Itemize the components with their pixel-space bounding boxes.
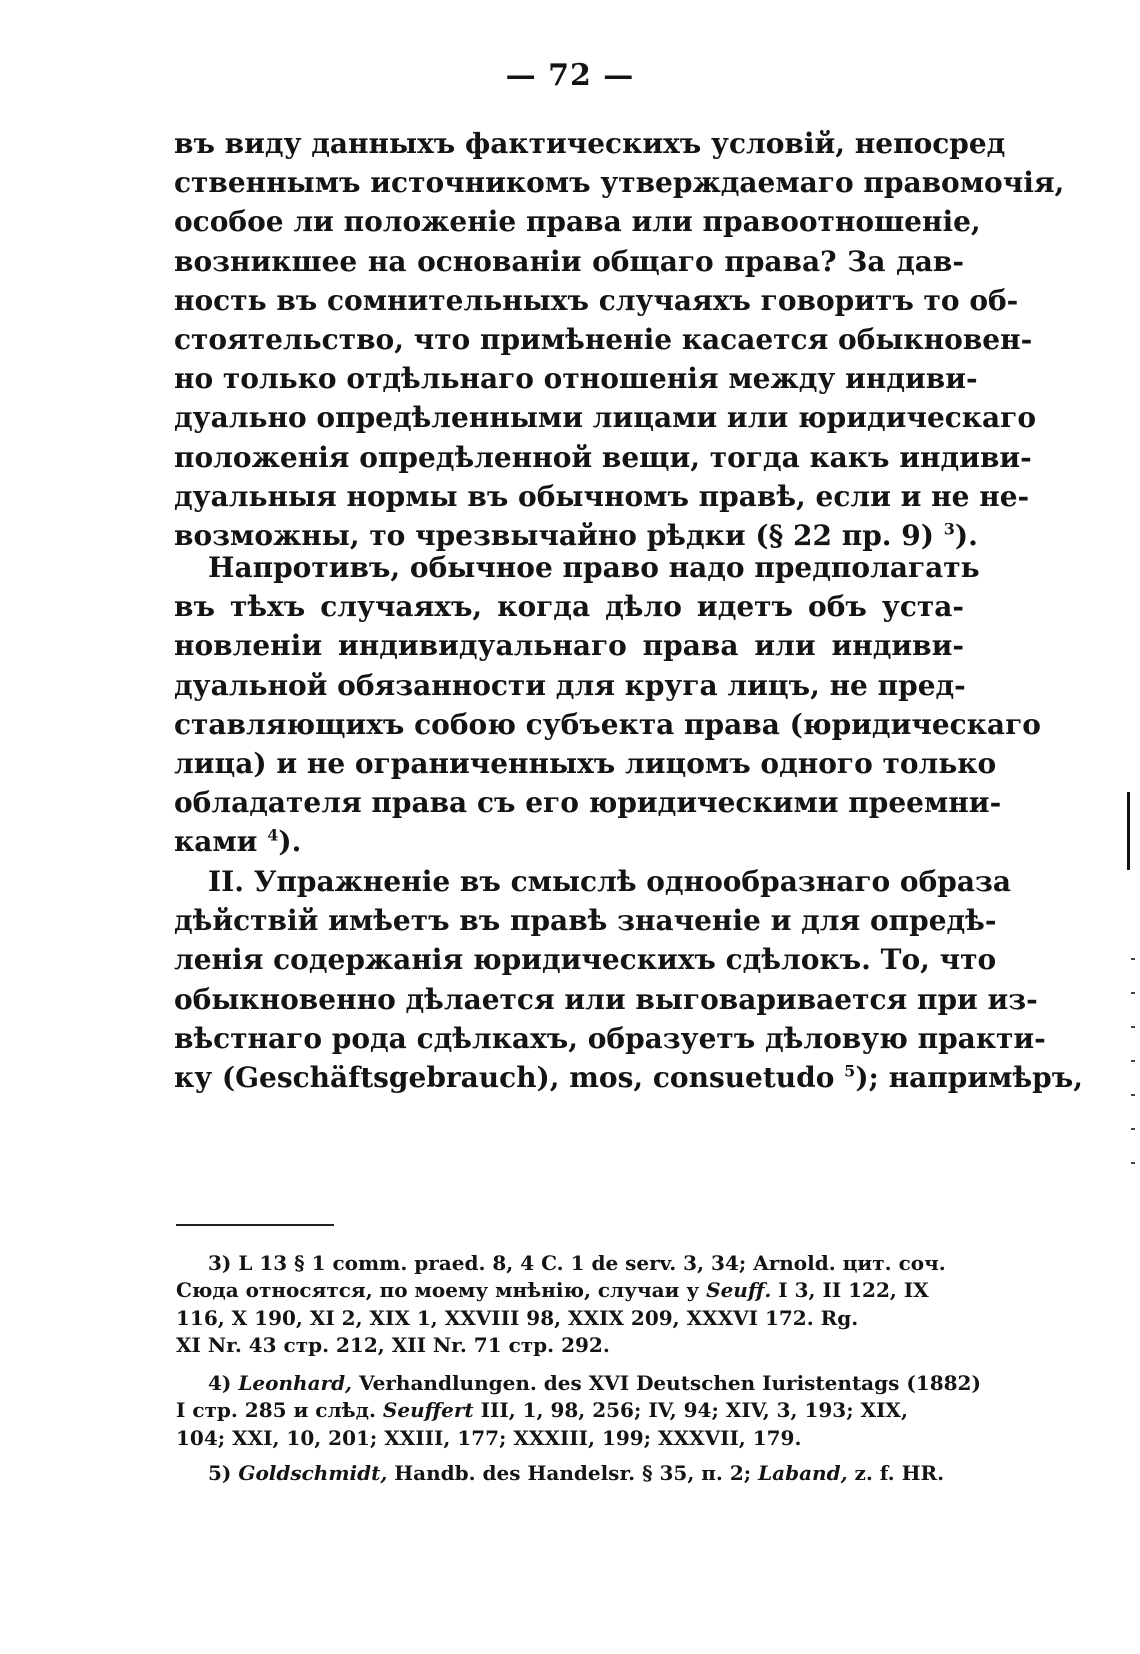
paragraph-1-line: дуальныя нормы въ обычномъ правѣ, если и не не- <box>174 479 1030 513</box>
footnote-4 <box>176 1370 981 1452</box>
paragraph-3-last-tail: ); напримѣръ, <box>855 1060 1083 1094</box>
edge-tick <box>1131 1128 1135 1130</box>
paragraph-2-last-tail: ). <box>278 825 302 859</box>
footnote-4-author-2: Seuffert <box>382 1398 474 1423</box>
page-edge-mark <box>1127 792 1130 870</box>
footnote-ref-4: 4 <box>267 825 279 845</box>
paragraph-3-line: ленія содержанія юридическихъ сдѣлокъ. То, что <box>174 943 997 977</box>
footnote-5-author: Goldschmidt, <box>238 1461 388 1485</box>
paragraph-2-last-text: ками <box>174 825 268 859</box>
footnote-4-text: Verhandlungen. des XVI Deutschen Iuristentags (1882) <box>352 1371 981 1395</box>
edge-tick <box>1131 1162 1135 1164</box>
paragraph-1-last-tail: ). <box>954 518 978 552</box>
footnote-4-line <box>176 1397 966 1424</box>
paragraph-3-line: II. Упражненіе въ смыслѣ однообразнаго образа <box>208 865 1012 898</box>
paragraph-2-last-line <box>174 822 964 861</box>
paragraph-1-line: стоятельство, что примѣненіе касается обыкновен- <box>174 322 1033 356</box>
page-number: — 72 — <box>505 58 635 93</box>
footnote-3-marker: 3) <box>208 1251 232 1275</box>
paragraph-2-line: ставляющихъ собою субъекта права (юридическаго <box>174 707 1041 741</box>
footnote-5-marker: 5) <box>208 1461 232 1485</box>
footnote-3-text: L 13 § 1 comm. praed. 8, 4 C. 1 de serv. 3, 34; Arnold. цит. соч. <box>238 1251 946 1275</box>
footnote-ref-3: 3 <box>943 519 955 539</box>
paragraph-1-line: положенія опредѣленной вещи, тогда какъ индиви- <box>174 440 1032 474</box>
footnote-3-line: XI Nr. 43 стр. 212, XII Nr. 71 стр. 292. <box>176 1333 610 1358</box>
paragraph-3-last-line <box>174 1058 1083 1097</box>
footnote-3-author: Seuff. <box>706 1278 772 1303</box>
paragraph-3-line: обыкновенно дѣлается или выговаривается при из- <box>174 982 1038 1016</box>
paragraph-1-line: ность въ сомнительныхъ случаяхъ говоритъ то об- <box>174 283 1019 317</box>
paragraph-2-line: Напротивъ, обычное право надо предполагать <box>208 551 980 584</box>
paragraph-1-line: особое ли положеніе права или правоотношеніе, <box>174 205 981 239</box>
footnote-4-line <box>176 1370 981 1397</box>
footnote-5-text: z. f. HR. <box>847 1461 945 1485</box>
paragraph-2 <box>174 548 1041 862</box>
paragraph-1-line: въ виду данныхъ фактическихъ условій, непосред <box>174 127 1006 160</box>
paragraph-3-line: вѣстнаго рода сдѣлкахъ, образуетъ дѣловую практи- <box>174 1021 1046 1055</box>
paragraph-2-line: новленіи индивидуальнаго права или индиви- <box>174 629 964 663</box>
footnote-3-line <box>176 1277 966 1304</box>
paragraph-1-last-text: возможны, то чрезвычайно рѣдки (§ 22 пр. 9) <box>174 518 935 552</box>
footnote-5-line <box>176 1460 966 1487</box>
paragraph-1 <box>174 124 1065 555</box>
footnote-divider <box>176 1224 334 1226</box>
edge-tick <box>1131 1060 1135 1062</box>
paragraph-3-last-text: ку (Geschäftsgebrauch), mos, consuetudo <box>174 1060 835 1094</box>
footnote-4-line: 104; XXI, 10, 201; XXIII, 177; XXXIII, 199; XXXVII, 179. <box>176 1425 802 1450</box>
paragraph-1-line: ственнымъ источникомъ утверждаемаго правомочія, <box>174 166 1065 200</box>
footnote-ref-5: 5 <box>844 1061 856 1081</box>
footnote-5-author-2: Laband, <box>758 1461 848 1485</box>
edge-tick <box>1131 992 1135 994</box>
paragraph-2-line: дуальной обязанности для круга лицъ, не пред- <box>174 668 966 702</box>
footnote-3-line <box>176 1250 966 1277</box>
paragraph-3 <box>174 862 1083 1097</box>
paragraph-2-line: въ тѣхъ случаяхъ, когда дѣло идетъ объ уста- <box>174 590 964 624</box>
edge-tick <box>1131 1026 1135 1028</box>
paragraph-2-line: обладателя права съ его юридическими преемни- <box>174 786 1002 820</box>
footnote-5-text: Handb. des Handelsr. § 35, п. 2; <box>387 1461 759 1485</box>
paragraph-3-line: дѣйствій имѣетъ въ правѣ значеніе и для опредѣ- <box>174 904 997 938</box>
paragraph-1-line: дуально опредѣленными лицами или юридическаго <box>174 401 1036 435</box>
footnote-4-author: Leonhard, <box>238 1371 353 1395</box>
edge-tick <box>1131 958 1135 960</box>
footnote-4-text: I стр. 285 и слѣд. <box>176 1398 383 1423</box>
footnote-4-text: III, 1, 98, 256; IV, 94; XIV, 3, 193; XIX, <box>473 1398 908 1423</box>
footnote-3-line: 116, X 190, XI 2, XIX 1, XXVIII 98, XXIX 209, XXXVI 172. Rg. <box>176 1305 859 1330</box>
paragraph-1-line: возникшее на основаніи общаго права? За дав- <box>174 244 964 278</box>
edge-tick <box>1131 1094 1135 1096</box>
footnote-5 <box>176 1460 966 1487</box>
footnote-4-marker: 4) <box>208 1371 232 1395</box>
paragraph-2-line: лица) и не ограниченныхъ лицомъ одного только <box>174 746 997 780</box>
paragraph-1-line: но только отдѣльнаго отношенія между индиви- <box>174 362 978 396</box>
footnote-3-text: Сюда относятся, по моему мнѣнію, случаи у <box>176 1278 707 1303</box>
footnote-3 <box>176 1250 966 1360</box>
footnote-3-text: I 3, II 122, IX <box>771 1278 929 1303</box>
